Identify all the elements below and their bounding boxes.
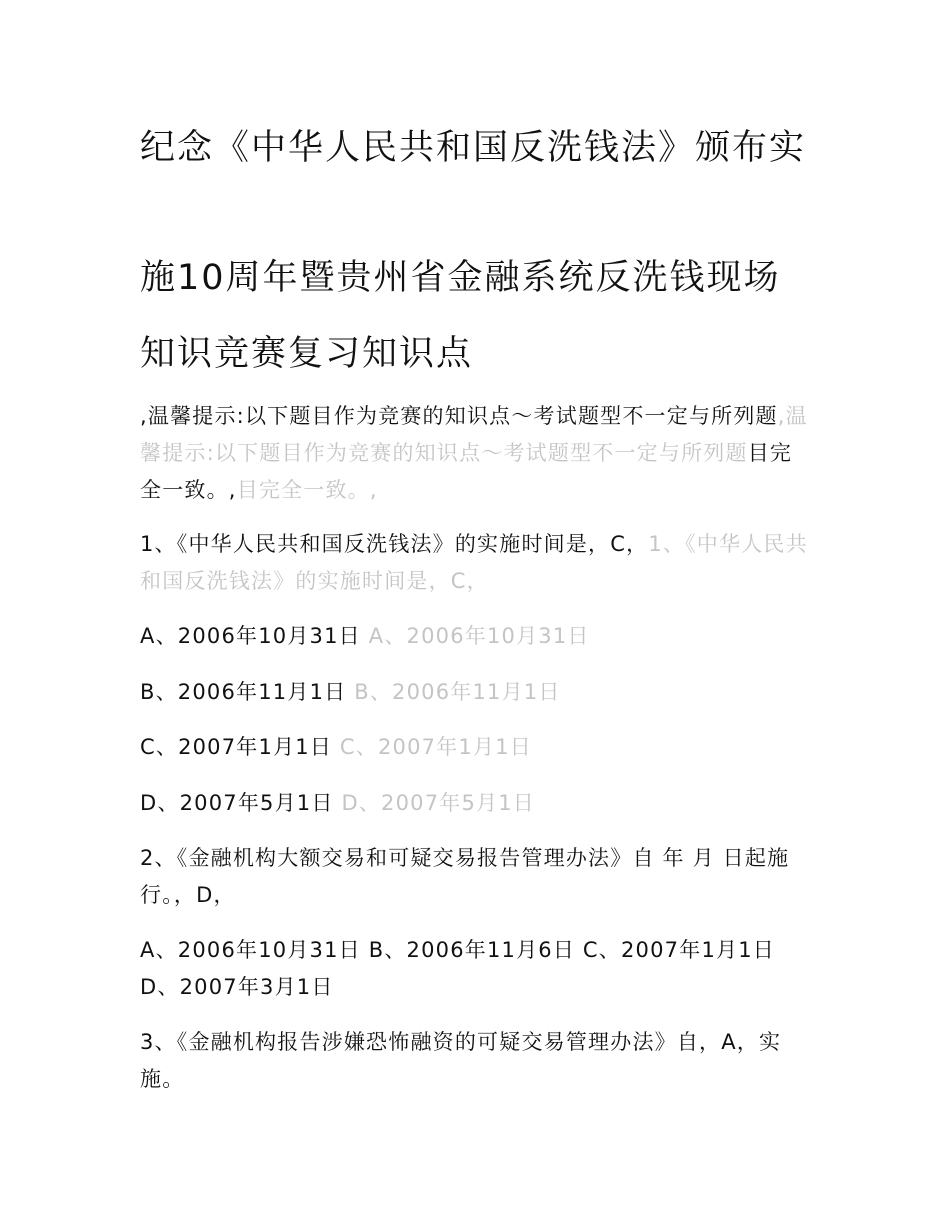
question-1-text: 1、《中华人民共和国反洗钱法》的实施时间是，C， — [140, 532, 649, 556]
option-c-text: C、2007年1月1日 — [140, 735, 333, 759]
intro-text-a: ,温馨提示:以下题目作为竞赛的知识点～考试题型不一定与所列题 — [140, 404, 778, 428]
option-a-text: A、2006年10月31日 — [140, 624, 361, 648]
intro-text-b: 目完全一致。, — [140, 441, 793, 502]
question-3-text: 3、《金融机构报告涉嫌恐怖融资的可疑交易管理办法》自，A，实施。 — [140, 1030, 782, 1091]
question-1-ghost: 1、《中华人民共和国反洗钱法》的实施时间是，C， — [140, 532, 808, 593]
title-line-3: 知识竞赛复习知识点 — [140, 334, 474, 374]
intro-ghost-a: ,温馨提示:以下题目作为竞赛的知识点～考试题型不一定与所列题 — [140, 404, 808, 465]
title-line-2: 施10周年暨贵州省金融系统反洗钱现场 — [140, 258, 781, 298]
option-d-ghost: D、2007年5月1日 — [341, 791, 535, 815]
question-1-option-b — [140, 674, 810, 711]
document-title-line-3 — [140, 328, 820, 380]
question-3 — [140, 1024, 810, 1098]
document-title — [140, 122, 820, 174]
option-c-ghost: C、2007年1月1日 — [339, 735, 532, 759]
intro-ghost-b: 目完全一致。, — [236, 478, 378, 502]
option-b-ghost: B、2006年11月1日 — [354, 680, 561, 704]
question-2 — [140, 840, 810, 914]
question-1 — [140, 526, 810, 600]
question-1-option-d — [140, 785, 810, 822]
option-a-ghost: A、2006年10月31日 — [368, 624, 590, 648]
question-2-text: 2、《金融机构大额交易和可疑交易报告管理办法》自 年 月 日起施行。，D， — [140, 846, 790, 907]
question-2-options-text: A、2006年10月31日 B、2006年11月6日 C、2007年1月1日 D、2007年3月1日 — [140, 938, 775, 999]
option-d-text: D、2007年5月1日 — [140, 791, 334, 815]
title-line-1: 纪念《中华人民共和国反洗钱法》颁布实 — [140, 128, 807, 168]
question-1-option-a — [140, 618, 810, 655]
option-b-text: B、2006年11月1日 — [140, 680, 347, 704]
question-1-option-c — [140, 729, 810, 766]
question-2-options — [140, 932, 810, 1006]
document-title-line-2 — [140, 252, 820, 304]
intro-paragraph — [140, 398, 810, 509]
